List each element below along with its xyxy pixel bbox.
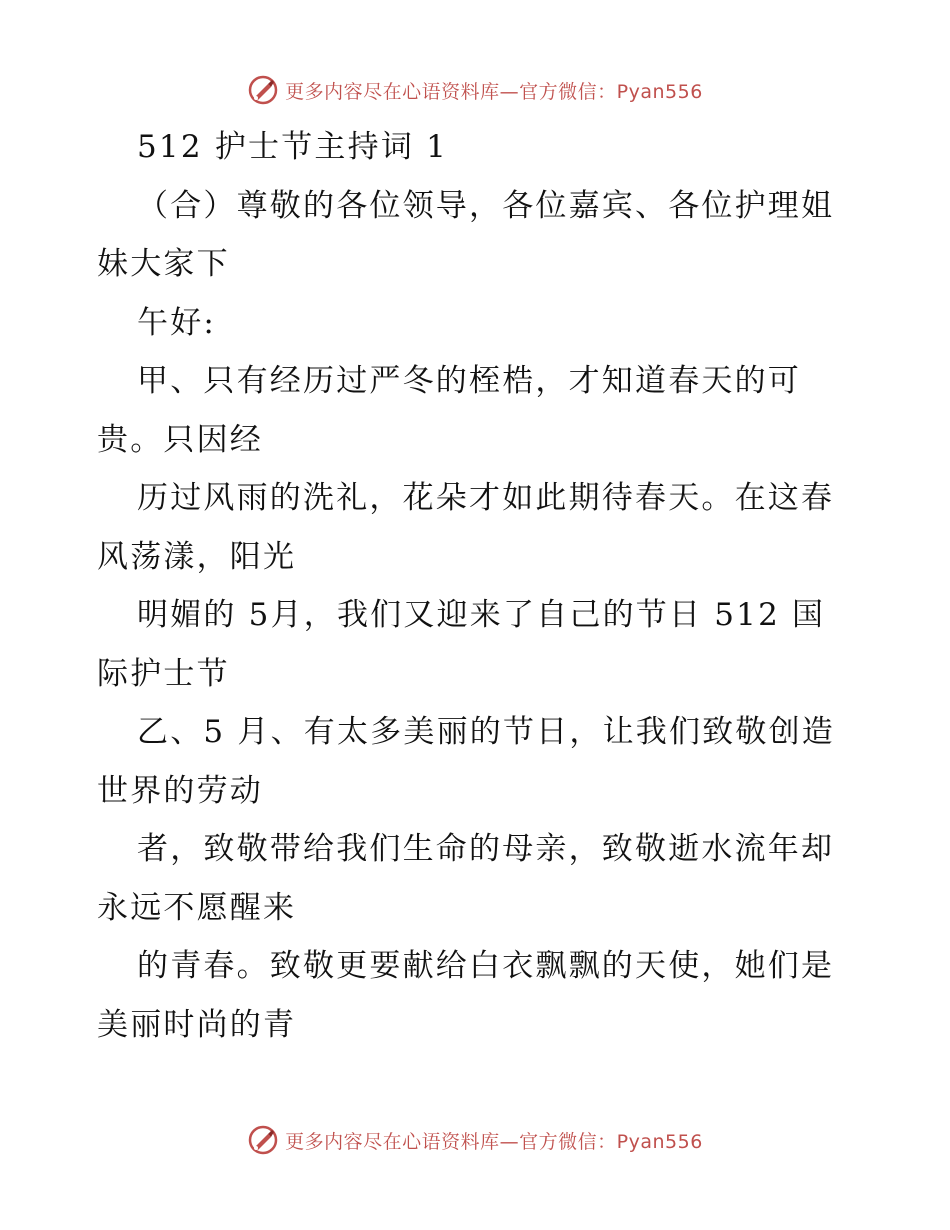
pen-logo-icon [247, 74, 279, 106]
paragraph-line: 午好: [137, 304, 217, 341]
paragraph-line: 的青春。致敬更要献给白衣飘飘的天使，她们是 [137, 948, 835, 984]
footer-banner [0, 1120, 950, 1160]
paragraph-line: 妹大家下 [97, 246, 230, 282]
paragraph-line: 者，致敬带给我们生命的母亲，致敬逝水流年却 [137, 831, 835, 867]
paragraph-line: 历过风雨的洗礼，花朵才如此期待春天。在这春 [137, 480, 835, 516]
footer-banner-text: 更多内容尽在心语资料库—官方微信：Pyan556 [285, 1130, 703, 1153]
paragraph-line: 乙、5 月、有太多美丽的节日，让我们致敬创造 [137, 714, 835, 750]
header-banner [0, 70, 950, 110]
paragraph-line: 贵。只因经 [97, 421, 263, 458]
document-body [97, 118, 857, 1054]
paragraph-line: 际护士节 [97, 655, 230, 692]
paragraph-line: 512 护士节主持词 1 [137, 129, 448, 165]
pen-logo-icon [247, 1124, 279, 1156]
paragraph-line: 永远不愿醒来 [97, 889, 297, 926]
paragraph-line: 世界的劳动 [97, 772, 263, 809]
paragraph-line: 美丽时尚的青 [97, 1006, 297, 1043]
header-banner-text: 更多内容尽在心语资料库—官方微信：Pyan556 [285, 80, 703, 103]
paragraph-line: 明媚的 5月，我们又迎来了自己的节日 512 国 [137, 597, 826, 633]
paragraph-line: 风荡漾，阳光 [97, 538, 297, 575]
paragraph-line: （合）尊敬的各位领导，各位嘉宾、各位护理姐 [137, 187, 835, 224]
paragraph-line: 甲、只有经历过严冬的桎梏，才知道春天的可 [137, 363, 801, 399]
